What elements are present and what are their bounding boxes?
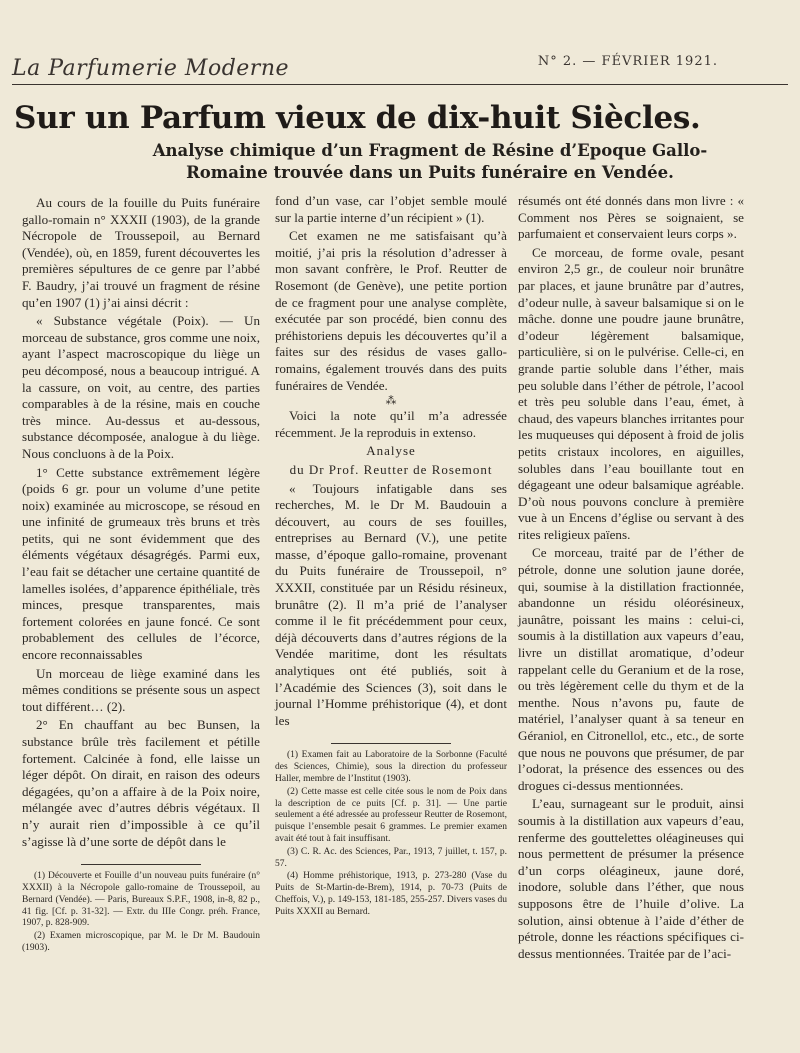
article-subtitle: Analyse chimique d’un Fragment de Résine d’Epoque Gallo-Romaine trouvée dans un Puits funéraire en Vendée. — [152, 141, 708, 182]
column-2 — [275, 193, 507, 920]
footnote: (2) Cette masse est celle citée sous le nom de Poix dans la description de ce puits [Cf. p. 31]. — Une partie seulement a été adressée au professeur Reutter de Rosemont, puisque l’ensemble pesait 6 grammes. Le premier examen avait été tout à fait insuffisant. — [275, 786, 507, 844]
paragraph: Cet examen ne me satisfaisant qu’à moitié, j’ai pris la résolution d’adresser à mon savant confrère, le Prof. Reutter de Rosemont (de Genève), une petite portion de ce fragment pour une analyse complète, exécutée par son procédé, bien connu des préhistoriens depuis les découvertes qu’il a faites sur des résidus de vases gallo-romains, également trouvés dans des puits funéraires de Vendée. — [275, 228, 507, 393]
paragraph: 2° En chauffant au bec Bunsen, la substance brûle très facilement et pétille fortement. Calcinée à fond, elle laisse un léger dépôt. On dirait, en raison des odeurs dégagées, qu’on a affaire à de la Poix noire, mélangée avec d’autres débris végétaux. Il n’y aurait rien d’impossible à ce qu’il s’agisse là d’une sorte de dépôt dans le — [22, 717, 260, 849]
footnotes — [275, 750, 507, 918]
footnote: (1) Examen fait au Laboratoire de la Sorbonne (Faculté des Sciences, Chimie), sous la direction du professeur Haller, membre de l’Institut (1903). — [275, 750, 507, 784]
running-header — [12, 50, 788, 80]
paragraph: 1° Cette substance extrêmement légère (poids 6 gr. pour un volume d’une petite noix) examinée au microscope, se résoud en une infinité de grumeaux très bruns et très petits, qui ne sont évidemment que des éléments végétaux désagrégés. Parmi eux, l’eau fait se détacher une certaine quantité de lamelles isolées, d’apparence épithéliale, très minces, presque transparentes, mais fortement colorées en jaune foncé. Ce sont probablement des cellules de l’écorce, encore reconnaissables — [22, 464, 260, 663]
footnote-rule — [81, 864, 201, 865]
footnote-rule — [331, 743, 451, 744]
issue-info: N° 2. — FÉVRIER 1921. — [537, 54, 718, 69]
paragraph: « Toujours infatigable dans ses recherches, M. le Dr M. Baudouin a découvert, au cours de ses fouilles, entreprises au Bernard (V.), une petite masse, d’époque gallo-romaine, provenant du Puits funéraire de Troussepoil, n° XXXII, constituée par un Résidu résineux, brunâtre (2). Il m’a prié de l’analyser comme il le fit précédemment pour ceux, déjà découverts dans d’autres régions de la Vendée maritime, dont les résultats analytiques ont été publiés, soit à l’Académie des Sciences (3), soit dans le journal l’Homme préhistorique (4), et dont les — [275, 480, 507, 728]
paragraph: Voici la note qu’il m’a adressée récemment. Je la reproduis in extenso. — [275, 408, 507, 440]
paragraph: « Substance végétale (Poix). — Un morceau de substance, gros comme une noix, ayant l’aspect macroscopique du liège un peu décomposé, nous a beaucoup intrigué. A la cassure, on voit, au centre, des parties comparables à de la résine, mais en couche très mince. Au-dessus et au-dessous, substance décomposée, analogue à du liège. Nous concluons à de la Poix. — [22, 313, 260, 461]
paragraph: Ce morceau, de forme ovale, pesant environ 2,5 gr., de couleur noir brunâtre par places, et jaune brunâtre par d’autres, d’odeur nulle, à saveur balsamique si on le mâche. donne une poudre jaune brunâtre, d’odeur légèrement balsamique, particulière, si on le pulvérise. Celle-ci, en grande partie soluble dans l’éther, mais peu soluble dans l’éther de pétrole, l’acool et très peu soluble dans l’eau, émet, à chaud, des vapeurs blanches irritantes pour les muqueuses qui déposent à froid de jolis petits cristaux incolores, en aiguilles, solubles dans l’eau bouillante tout en dégageant une odeur balsamique agréable. D’où nous pouvons conclure à première vue à un Encens d’église ou servant à des rites religieux païens. — [518, 244, 744, 542]
header-rule — [12, 84, 788, 85]
footnote: (4) Homme préhistorique, 1913, p. 273-280 (Vase du Puits de St-Martin-de-Brem), 1914, p. 70-73 (Puits de Cheffois, V.), p. 149-153, 181-185, 255-257. Divers vases du Puits XXXII au Bernard. — [275, 871, 507, 917]
paragraph: L’eau, surnageant sur le produit, ainsi soumis à la distillation aux vapeurs d’eau, renferme des gouttelettes oléagineuses qui nous permettent de présumer la présence d’un corps oléagineux, jaune doré, inodore, soluble dans l’éther, que nous supposons être de l’huile d’olive. La solution, ainsi obtenue à l’aide d’éther de pétrole, donne les réactions spécifiques ci-dessus mentionnées. Traitée par de l’aci- — [518, 796, 744, 961]
article-title: Sur un Parfum vieux de dix-huit Siècles. — [14, 100, 701, 136]
footnotes — [22, 871, 260, 955]
paragraph: Un morceau de liège examiné dans les mêmes conditions se présente sous un aspect tout différent… (2). — [22, 665, 260, 714]
paragraph: Ce morceau, traité par de l’éther de pétrole, donne une solution jaune dorée, qui, soumise à la distillation fractionnée, abandonne un résidu oléorésineux, jaunâtre, poissant les mains : celui-ci, soumis à la distillation aux vapeurs d’eau, livre un distillat aromatique, d’odeur rappelant celle du Geranium et de la rose, ou très légèrement celle du thym et de la menthe. Nous n’avons pu, faute de matériel, l’analyser quant à sa teneur en Géraniol, en Citronellol, etc., etc., de sorte que nous ne pouvons que présumer, de par l’odorat, la présence des essences ou des drogues ci-dessus mentionnées. — [518, 545, 744, 793]
section-stars: ⁂ — [385, 395, 397, 408]
section-heading: Analyse — [366, 443, 416, 459]
column-1 — [22, 195, 260, 956]
column-3 — [518, 193, 744, 964]
paragraph: résumés ont été donnés dans mon livre : « Comment nos Pères se soignaient, se parfumaient et conservaient leurs corps ». — [518, 193, 744, 242]
footnote: (3) C. R. Ac. des Sciences, Par., 1913, 7 juillet, t. 157, p. 57. — [275, 846, 507, 869]
paragraph: Au cours de la fouille du Puits funéraire gallo-romain n° XXXII (1903), de la grande Nécropole de Troussepoil, au Bernard (Vendée), où, en 1859, furent découvertes les premières sépultures de ce genre par l’abbé F. Baudry, j’ai trouvé un fragment de résine qu’en 1907 (1) j’ai ainsi décrit : — [22, 195, 260, 310]
footnote: (2) Examen microscopique, par M. le Dr M. Baudouin (1903). — [22, 931, 260, 953]
footnote: (1) Découverte et Fouille d’un nouveau puits funéraire (n° XXXII) à la Nécropole gallo-romaine de Troussepoil, au Bernard (Vendée). — Paris, Bureaux S.P.F., 1908, in-8, 82 p., 41 fig. [Cf. p. 31-32]. — Extr. du IIIe Congr. préh. France, 1907, p. 828-909. — [22, 871, 260, 929]
journal-title: La Parfumerie Moderne — [12, 56, 290, 81]
section-subheading: du Dr Prof. Reutter de Rosemont — [289, 461, 493, 477]
paragraph: fond d’un vase, car l’objet semble moulé sur la partie interne d’un récipient » (1). — [275, 193, 507, 225]
